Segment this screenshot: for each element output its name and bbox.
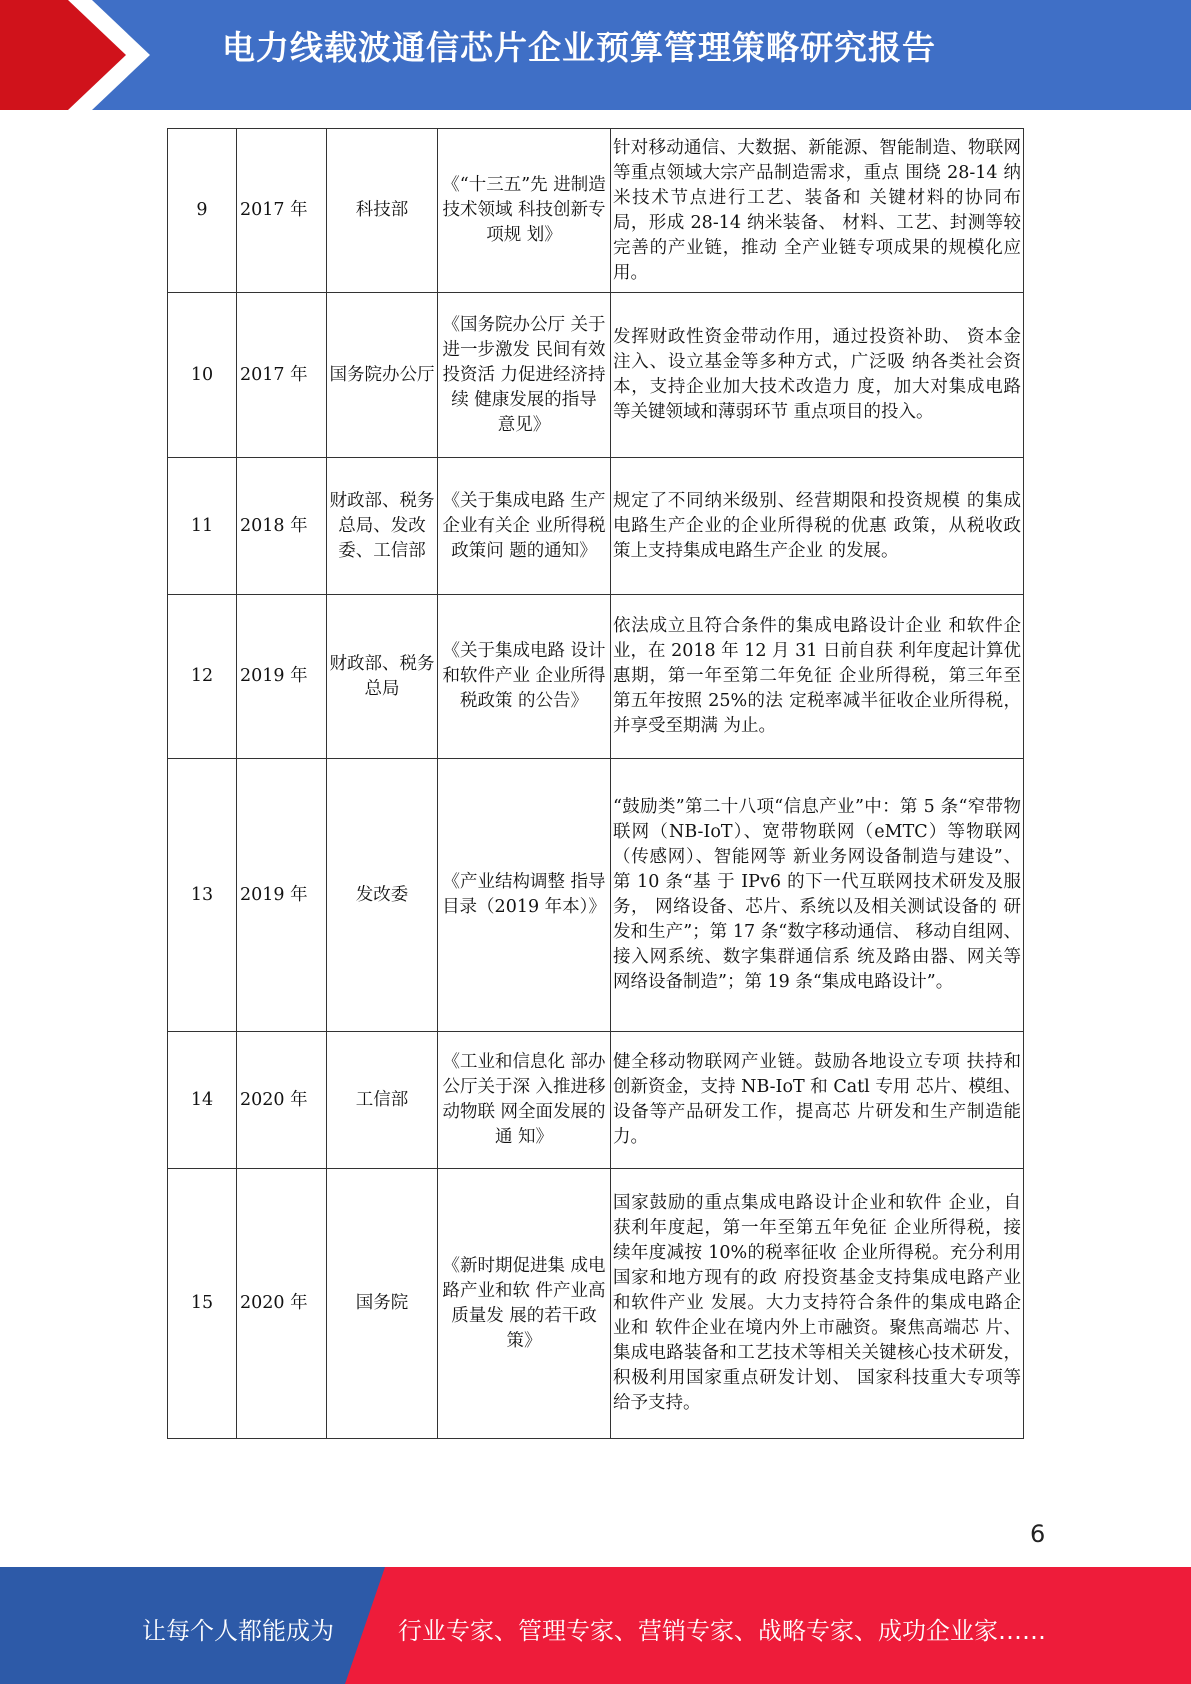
report-title: 电力线载波通信芯片企业预算管理策略研究报告 [222,28,936,67]
year-cell: 2020 年 [237,1169,327,1439]
policy-table [167,128,1024,1439]
department-cell: 国务院 [327,1169,438,1439]
page-number: 6 [1030,1520,1046,1548]
row-number-cell: 15 [168,1169,237,1439]
year-cell: 2018 年 [237,458,327,595]
content-cell: “鼓励类”第二十八项“信息产业”中：第 5 条“窄带物联网（NB-IoT）、宽带物联网（eMTC）等物联网（传感网）、智能网等 新业务网设备制造与建设”、第 10 条“基 于 IPv6 的下一代互联网技术研发及服务， 网络设备、芯片、系统以及相关测试设备的 研发和生产”；第 17 条“数字移动通信、 移动自组网、接入网系统、数字集群通信系 统及路由器、网关等网络设备制造”；第 19 条“集成电路设计”。 [611,759,1024,1032]
content-cell: 健全移动物联网产业链。鼓励各地设立专项 扶持和创新资金，支持 NB-IoT 和 Catl 专用 芯片、模组、设备等产品研发工作，提高芯 片研发和生产制造能力。 [611,1032,1024,1169]
document-title-cell: 《新时期促进集 成电路产业和软 件产业高质量发 展的若干政策》 [438,1169,611,1439]
document-title-cell: 《产业结构调整 指导目录（2019 年本）》 [438,759,611,1032]
row-number-cell: 9 [168,129,237,293]
content-cell: 国家鼓励的重点集成电路设计企业和软件 企业，自获利年度起，第一年至第五年免征 企业所得税，接续年度减按 10%的税率征收 企业所得税。充分利用国家和地方现有的政 府投资基金支持集成电路产业和软件产业 发展。大力支持符合条件的集成电路企业和 软件企业在境内外上市融资。聚焦高端芯 片、集成电路装备和工艺技术等相关关键核心技术研发，积极利用国家重点研发计划、 国家科技重大专项等给予支持。 [611,1169,1024,1439]
table-row [168,458,1024,595]
department-cell: 财政部、税务总局、发改委、工信部 [327,458,438,595]
department-cell: 国务院办公厅 [327,293,438,458]
table-row [168,1032,1024,1169]
document-title-cell: 《“十三五”先 进制造技术领域 科技创新专项规 划》 [438,129,611,293]
document-title-cell: 《关于集成电路 生产企业有关企 业所得税政策问 题的通知》 [438,458,611,595]
content-cell: 依法成立且符合条件的集成电路设计企业 和软件企业，在 2018 年 12 月 31 日前自获 利年度起计算优惠期，第一年至第二年免征 企业所得税，第三年至第五年按照 25%的法 定税率减半征收企业所得税，并享受至期满 为止。 [611,595,1024,759]
row-number-cell: 10 [168,293,237,458]
year-cell: 2019 年 [237,595,327,759]
table-row [168,759,1024,1032]
table-row [168,293,1024,458]
department-cell: 发改委 [327,759,438,1032]
document-title-cell: 《关于集成电路 设计和软件产业 企业所得税政策 的公告》 [438,595,611,759]
year-cell: 2019 年 [237,759,327,1032]
footer-slogan-left: 让每个人都能成为 [142,1617,334,1645]
row-number-cell: 14 [168,1032,237,1169]
content-cell: 规定了不同纳米级别、经营期限和投资规模 的集成电路生产企业的企业所得税的优惠 政策，从税收政策上支持集成电路生产企业 的发展。 [611,458,1024,595]
table-row [168,1169,1024,1439]
page-header [0,0,1191,110]
year-cell: 2017 年 [237,129,327,293]
document-title-cell: 《工业和信息化 部办公厅关于深 入推进移动物联 网全面发展的通 知》 [438,1032,611,1169]
content-cell: 针对移动通信、大数据、新能源、智能制造、物联网等重点领域大宗产品制造需求，重点 围绕 28-14 纳米技术节点进行工艺、装备和 关键材料的协同布局，形成 28-14 纳米装备、 材料、工艺、封测等较完善的产业链，推动 全产业链专项成果的规模化应用。 [611,129,1024,293]
row-number-cell: 13 [168,759,237,1032]
department-cell: 工信部 [327,1032,438,1169]
content-cell: 发挥财政性资金带动作用，通过投资补助、 资本金注入、设立基金等多种方式，广泛吸 纳各类社会资本，支持企业加大技术改造力 度，加大对集成电路等关键领域和薄弱环节 重点项目的投入。 [611,293,1024,458]
page-footer [0,1567,1191,1684]
row-number-cell: 11 [168,458,237,595]
year-cell: 2017 年 [237,293,327,458]
table-row [168,595,1024,759]
year-cell: 2020 年 [237,1032,327,1169]
department-cell: 财政部、税务总局 [327,595,438,759]
row-number-cell: 12 [168,595,237,759]
department-cell: 科技部 [327,129,438,293]
table-row [168,129,1024,293]
footer-slogan-right: 行业专家、管理专家、营销专家、战略专家、成功企业家…… [398,1617,1046,1645]
document-title-cell: 《国务院办公厅 关于进一步激发 民间有效投资活 力促进经济持续 健康发展的指导 意见》 [438,293,611,458]
